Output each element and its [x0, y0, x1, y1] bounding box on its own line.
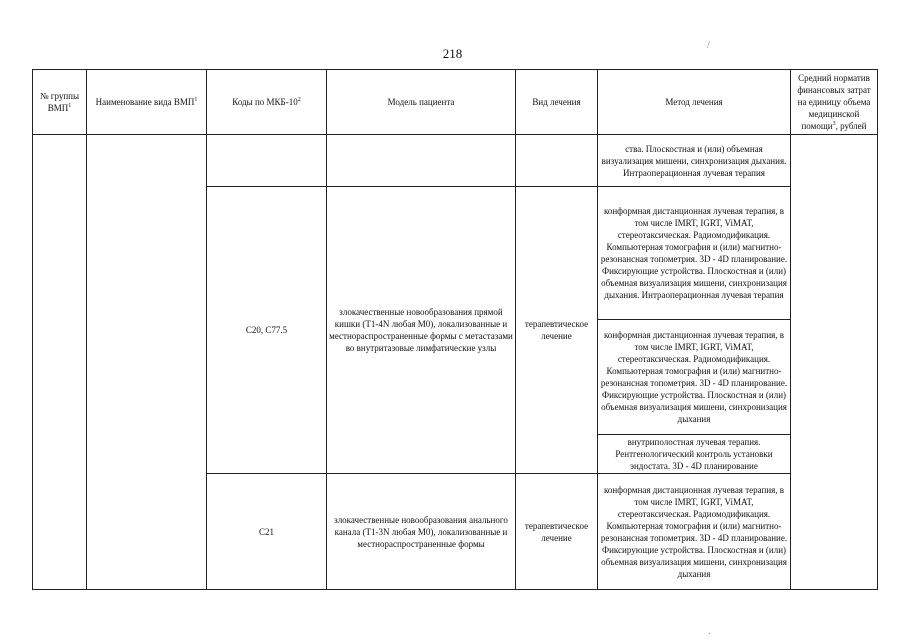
header-patient-model: Модель пациента — [327, 70, 516, 135]
vmp-table — [32, 69, 878, 590]
icd-codes-cell: C21 — [207, 474, 327, 590]
header-vmp-name: Наименование вида ВМП$^1$ — [87, 70, 207, 135]
table-row — [33, 135, 878, 187]
patient-model-cell: злокачественные новообразования прямой кишки (T1-4N любая M0), локализованные и местнораспространенные формы с метастазами во внутритазовые лимфатические узлы — [327, 187, 516, 474]
patient-model-cell: злокачественные новообразования анального канала (T1-3N любая M0), локализованные и местнораспространенные формы — [327, 474, 516, 590]
scan-mark: . — [708, 626, 711, 637]
group-no-cell — [33, 135, 87, 590]
header-treatment-type: Вид лечения — [516, 70, 598, 135]
vmp-name-cell — [87, 135, 207, 590]
treatment-type-cell: терапевтическое лечение — [516, 187, 598, 474]
patient-model-cell — [327, 135, 516, 187]
header-row — [33, 70, 878, 135]
header-method: Метод лечения — [598, 70, 791, 135]
header-cost: Средний норматив финансовых затрат на единицу объема медицинской помощи$^3$, рублей — [791, 70, 878, 135]
treatment-type-cell: терапевтическое лечение — [516, 474, 598, 590]
scan-mark: / — [707, 40, 710, 51]
header-icd-codes: Коды по МКБ-$10^2$ — [207, 70, 327, 135]
icd-codes-cell: C20, C77.5 — [207, 187, 327, 474]
header-group-no: № группы ВМП$^1$ — [33, 70, 87, 135]
treatment-type-cell — [516, 135, 598, 187]
method-cell: конформная дистанционная лучевая терапия, в том числе IMRT, IGRT, ViMAT, стереотаксическая. Радиомодификация. Компьютерная томография и (или) магнитно-резонансная топометрия. 3D - 4D планирование. Фиксирующие устройства. Плоскостная и (или) объемная визуализация мишени, синхронизация дыхания — [598, 474, 791, 590]
cost-cell — [791, 135, 878, 590]
method-cell: внутриполостная лучевая терапия. Рентгенологический контроль установки эндостата. 3D - 4D планирование — [598, 435, 791, 474]
icd-codes-cell — [207, 135, 327, 187]
page-number: 218 — [442, 46, 463, 61]
method-cell: конформная дистанционная лучевая терапия, в том числе IMRT, IGRT, ViMAT, стереотаксическая. Радиомодификация. Компьютерная томография и (или) магнитно-резонансная топометрия. 3D - 4D планирование. Фиксирующие устройства. Плоскостная и (или) объемная визуализация мишени, синхронизация дыхания. Интраоперационная лучевая терапия — [598, 187, 791, 320]
method-cell: ства. Плоскостная и (или) объемная визуализация мишени, синхронизация дыхания. Интраоперационная лучевая терапия — [598, 135, 791, 187]
method-cell: конформная дистанционная лучевая терапия, в том числе IMRT, IGRT, ViMAT, стереотаксическая. Радиомодификация. Компьютерная томография и (или) магнитно-резонансная топометрия. 3D - 4D планирование. Фиксирующие устройства. Плоскостная и (или) объемная визуализация мишени, синхронизация дыхания — [598, 320, 791, 435]
